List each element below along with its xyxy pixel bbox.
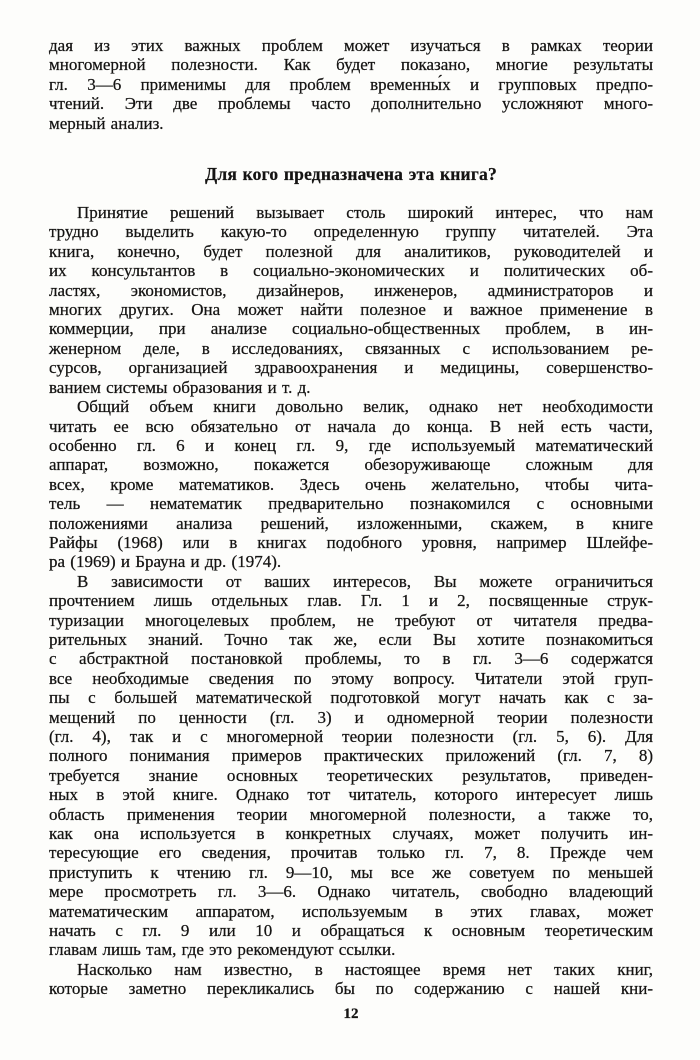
text-line: начать с гл. 9 или 10 и обращаться к основным теоретическим [49, 921, 653, 941]
text-line: коммерции, при анализе социально-общественных проблем, в ин- [49, 319, 653, 339]
text-line: Принятие решений вызывает столь широкий интерес, что нам [77, 203, 653, 223]
text-line: математическим аппаратом, используемым в этих главах, может [49, 901, 653, 921]
text-line: женерном деле, в исследованиях, связанных с использованием ре- [49, 338, 653, 358]
text-line: все необходимые сведения по этому вопросу. Читатели этой груп- [49, 668, 653, 688]
text-line: особенно гл. 6 и конец гл. 9, где используемый математический [49, 435, 653, 455]
text-line: рительных знаний. Точно так же, если Вы хотите познакомиться [49, 629, 653, 649]
text-line: пы с большей математической подготовкой могут начать как с за- [49, 688, 653, 708]
text-line: требуется знание основных теоретических результатов, приведен- [49, 765, 653, 785]
text-line: как она используется в конкретных случаях, может получить ин- [49, 824, 653, 844]
text-line: чтений. Эти две проблемы часто дополнительно усложняют много- [49, 94, 653, 114]
text-line: многомерной полезности. Как будет показано, многие результаты [49, 55, 653, 75]
text-line: трудно выделить какую-то определенную группу читателей. Эта [49, 222, 653, 242]
text-line: область применения теории многомерной полезности, а также то, [49, 804, 653, 824]
text-line: положениями анализа решений, изложенными, скажем, в книге [49, 513, 653, 533]
text-line: полного понимания примеров практических приложений (гл. 7, 8) [49, 746, 653, 766]
text-line: Насколько нам известно, в настоящее время нет таких книг, [77, 959, 653, 979]
paragraph-reading-guide [49, 572, 653, 960]
text-line: сурсов, организацией здравоохранения и медицины, совершенство- [49, 358, 653, 378]
text-line: дая из этих важных проблем может изучаться в рамках теории [49, 36, 653, 55]
paragraph-book-volume [49, 397, 653, 572]
text-line: гл. 3—6 применимы для проблем временны́х и групповых предпо- [49, 74, 653, 94]
text-line: ластях, экономистов, дизайнеров, инженеров, администраторов и [49, 280, 653, 300]
text-line: В зависимости от ваших интересов, Вы можете ограничиться [77, 571, 653, 591]
text-line: Райфы (1968) или в книгах подобного уровня, например Шлейфе- [49, 532, 653, 552]
text-line: ванием системы образования и т. д. [49, 377, 311, 397]
text-line: мере просмотреть гл. 3—6. Однако читатель, свободно владеющий [49, 882, 653, 902]
text-line: прочтением лишь отдельных глав. Гл. 1 и 2, посвященные струк- [49, 591, 653, 611]
text-line: мерный анализ. [49, 113, 164, 133]
text-line: (гл. 4), так и с многомерной теории полезности (гл. 5, 6). Для [49, 727, 653, 746]
text-line: ных в этой книге. Однако тот читатель, которого интересует лишь [49, 785, 653, 805]
text-line: их консультантов в социально-экономических и политических об- [49, 261, 653, 281]
text-line: всех, кроме математиков. Здесь очень желательно, чтобы чита- [49, 474, 653, 494]
paragraph-continuation [49, 36, 653, 133]
text-line: с абстрактной постановкой проблемы, то в гл. 3—6 содержатся [49, 649, 653, 669]
text-line: главам лишь там, где это рекомендуют ссылки. [49, 940, 396, 960]
text-line: книга, конечно, будет полезной для аналитиков, руководителей и [49, 241, 653, 261]
text-line: тель — нематематик предварительно познакомился с основными [49, 494, 653, 514]
text-line: аппарат, возможно, покажется обезоруживающе сложным для [49, 455, 653, 475]
text-line: ра (1969) и Брауна и др. (1974). [49, 552, 282, 572]
text-line: тересующие его сведения, прочитав только гл. 7, 8. Прежде чем [49, 843, 653, 863]
text-line: читать ее всю обязательно от начала до конца. В ней есть части, [49, 416, 653, 436]
text-line: Общий объем книги довольно велик, однако нет необходимости [77, 397, 653, 417]
text-line: приступить к чтению гл. 9—10, мы все же советуем по меньшей [49, 862, 653, 882]
text-line: туризации многоцелевых проблем, не требуют от читателя предва- [49, 610, 653, 630]
text-line: которые заметно перекликались бы по содержанию с нашей кни- [49, 979, 653, 999]
paragraph-audience [49, 203, 653, 397]
section-heading: Для кого предназначена эта книга? [205, 164, 497, 185]
page-number: 12 [343, 1005, 359, 1022]
text-column [49, 36, 653, 1024]
text-line: мещений по ценности (гл. 3) и одномерной теории полезности [49, 707, 653, 727]
text-line: многих других. Она может найти полезное и важное применение в [49, 300, 653, 320]
paragraph-related-books [49, 960, 653, 999]
